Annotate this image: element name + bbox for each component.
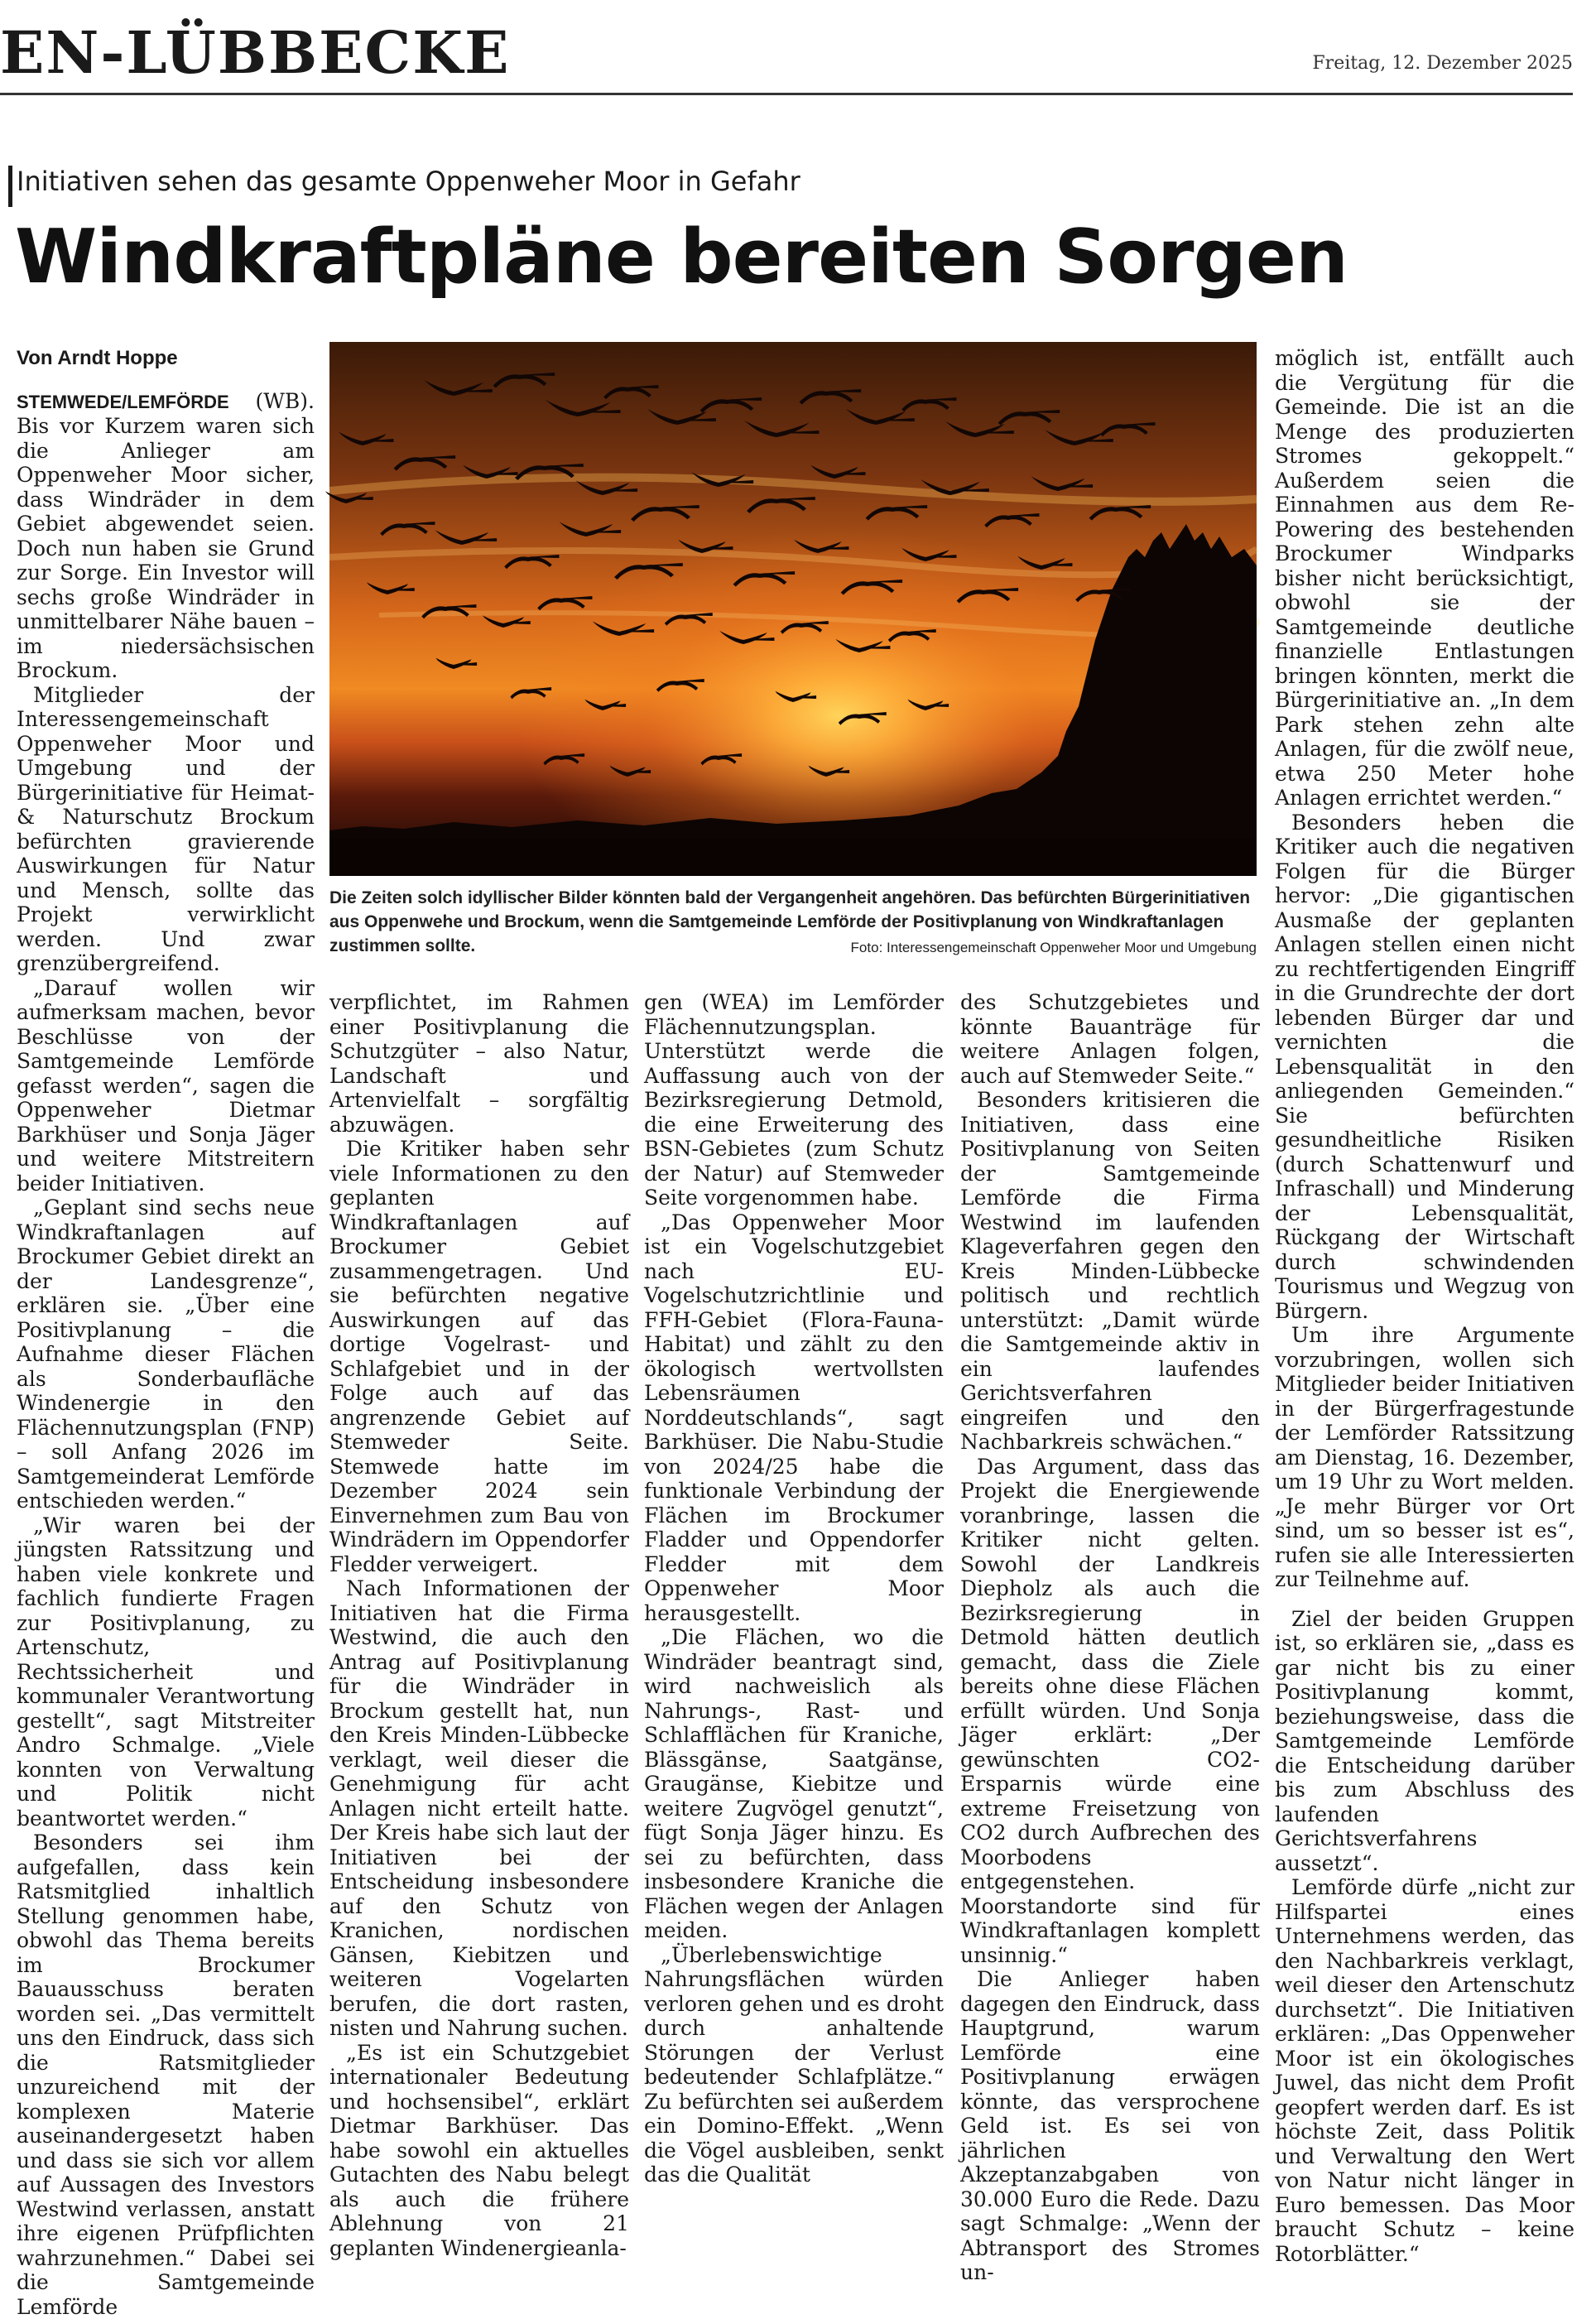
paragraph: Die Kritiker haben sehr viele Informationen zu den geplanten Windkraftanlagen auf Brockumer Gebiet zusammengetragen. Und sie befürchten negative Auswirkungen auf das dortige Vogelrast- und Schlafgebiet und in der Folge auch auf das angrenzende Gebiet auf Stemweder Seite. Stemwede hatte im Dezember 2024 sein Einvernehmen zum Bau von Windrädern im Oppendorfer Fledder verweigert. [329, 1137, 629, 1576]
sunset-cranes-image [329, 342, 1257, 876]
masthead [0, 0, 1596, 96]
paragraph: möglich ist, entfällt auch die Vergütung für die Gemeinde. Die ist an die Menge des produzierten Stromes gekoppelt.“ Außerdem seien die Einnahmen aus dem Re-Powering des bestehenden Brockumer Windparks bisher nicht berücksichtigt, obwohl sie der Samtgemeinde deutliche finanzielle Entlastungen bringen könnten, merkt die Bürgerinitiative an. „In dem Park stehen zehn alte Anlagen, für die zwölf neue, etwa 250 Meter hohe Anlagen errichtet werden.“ [1275, 346, 1574, 810]
caption-text: Die Zeiten solch idyllischer Bilder könnten bald der Vergangenheit angehören. Das befürchten Bürgerinitiativen aus Oppenwehe und Brockum, wenn die Samtgemeinde Lemförde der Positivplanung von Windkraftanlagen zustimmen sollte. [329, 888, 1251, 955]
paragraph: Ziel der beiden Gruppen ist, so erklären sie, „dass es gar nicht bis zu einer Positivplanung kommt, beziehungsweise, dass die Samtgemeinde Lemförde die Entscheidung darüber bis zum Abschluss des laufenden Gerichtsverfahrens aussetzt“. [1275, 1606, 1574, 1875]
article-kicker: Initiativen sehen das gesamte Oppenweher Moor in Gefahr [17, 166, 800, 197]
author-byline: Von Arndt Hoppe [17, 347, 178, 369]
paragraph: Um ihre Argumente vorzubringen, wollen sich Mitglieder beider Initiativen in der Bürgerfragestunde der Lemförder Ratssitzung am Dienstag, 16. Dezember, um 19 Uhr zu Wort melden. „Je mehr Bürger vor Ort sind, um so besser ist es“, rufen sie alle Interessierten zur Teilnehme auf. [1275, 1323, 1574, 1591]
kicker-bar [8, 166, 12, 207]
article-column-3 [644, 990, 944, 2187]
paragraph: „Es ist ein Schutzgebiet internationaler Bedeutung und hochsensibel“, erklärt Dietmar Barkhüser. Das habe sowohl ein aktuelles Gutachten des Nabu belegt als auch die frühere Ablehnung von 21 geplanten Windenergieanla- [329, 2040, 629, 2260]
dateline: STEMWEDE/LEMFÖRDE [17, 391, 229, 412]
paragraph: Besonders sei ihm aufgefallen, dass kein Ratsmitglied inhaltlich Stellung genommen habe, obwohl das Thema bereits im Brockumer Bauausschuss beraten worden sei. „Das vermittelt uns den Eindruck, dass sich die Ratsmitglieder unzureichend mit der komplexen Materie auseinandergesetzt haben und dass sie sich vor allem auf Aussagen des Investors Westwind verlassen, anstatt ihre eigenen Prüfpflichten wahrzunehmen.“ Dabei sei die Samtgemeinde Lemförde [17, 1831, 315, 2319]
issue-date: Freitag, 12. Dezember 2025 [1312, 53, 1573, 74]
newspaper-section-title: EN-LÜBBECKE [0, 18, 511, 87]
paragraph: Besonders kritisieren die Initiativen, dass eine Positivplanung von Seiten der Samtgemeinde Lemförde die Firma Westwind im laufenden Klageverfahren gegen den Kreis Minden-Lübbecke politisch und rechtlich unterstützt: „Damit würde die Samtgemeinde aktiv in ein laufendes Gerichtsverfahren eingreifen und den Nachbarkreis schwächen.“ [960, 1088, 1260, 1454]
paragraph: „Wir waren bei der jüngsten Ratssitzung und haben viele konkrete und fachlich fundierte Fragen zur Positivplanung, zu Artenschutz, Rechtssicherheit und kommunaler Verantwortung gestellt“, sagt Mitstreiter Andro Schmalge. „Viele konnten von Verwaltung und Politik nicht beantwortet werden.“ [17, 1513, 315, 1831]
paragraph: Mitglieder der Interessengemeinschaft Oppenweher Moor und Umgebung und der Bürgerinitiative für Heimat- & Naturschutz Brockum befürchten gravierende Auswirkungen für Natur und Mensch, sollte das Projekt verwirklicht werden. Und zwar grenzübergreifend. [17, 682, 315, 975]
masthead-rule [0, 93, 1573, 95]
paragraph: gen (WEA) im Lemförder Flächennutzungsplan. Unterstützt werde die Auffassung auch von der Bezirksregierung Detmold, die eine Erweiterung des BSN-Gebietes (zum Schutz der Natur) auf Stemweder Seite vorgenommen habe. [644, 990, 944, 1210]
article-column-1 [17, 346, 315, 2319]
paragraph: Nach Informationen der Initiativen hat die Firma Westwind, die auch den Antrag auf Positivplanung für die Windräder in Brockum gestellt hat, nun den Kreis Minden-Lübbecke verklagt, weil dieser die Genehmigung für acht Anlagen nicht erteilt hatte. Der Kreis habe sich laut der Initiativen bei der Entscheidung insbesondere auf den Schutz von Kranichen, nordischen Gänsen, Kiebitzen und weiteren Vogelarten berufen, die dort rasten, nisten und Nahrung suchen. [329, 1576, 629, 2040]
paragraph: Das Argument, dass das Projekt die Energiewende voranbringe, lassen die Kritiker nicht gelten. Sowohl der Landkreis Diepholz als auch die Bezirksregierung in Detmold hätten deutlich gemacht, dass die Ziele bereits ohne diese Flächen erfüllt würden. Und Sonja Jäger erklärt: „Der gewünschten CO2-Ersparnis würde eine extreme Freisetzung von CO2 durch Aufbrechen des Moorbodens entgegenstehen. Moorstandorte sind für Windkraftanlagen komplett unsinnig.“ [960, 1454, 1260, 1967]
paragraph: Besonders heben die Kritiker auch die negativen Folgen für die Bürger hervor: „Die gigantischen Ausmaße der geplanten Anlagen stellen einen nicht zu rechtfertigenden Eingriff in die Grundrechte der dort lebenden Bürger dar und vernichten die Lebensqualität in den anliegenden Gemeinden.“ Sie befürchten gesundheitliche Risiken (durch Schattenwurf und Infraschall) und Minderung der Lebensqualität, Rückgang der Wirtschaft durch schwindenden Tourismus und Wegzug von Bürgern. [1275, 810, 1574, 1323]
paragraph: „Die Flächen, wo die Windräder beantragt sind, wird nachweislich als Nahrungs-, Rast- und Schlafflächen für Kraniche, Blässgänse, Saatgänse, Graugänse, Kiebitze und weitere Zugvögel genutzt“, fügt Sonja Jäger hinzu. Es sei zu befürchten, dass insbesondere Kraniche die Flächen wegen der Anlagen meiden. [644, 1625, 944, 1942]
article-column-2 [329, 990, 629, 2260]
article-column-4 [960, 990, 1260, 2284]
paragraph: „Das Oppenweher Moor ist ein Vogelschutzgebiet nach EU-Vogelschutzrichtlinie und FFH-Gebiet (Flora-Fauna-Habitat) und zählt zu den ökologisch wertvollsten Lebensräumen Norddeutschlands“, sagt Barkhüser. Die Nabu-Studie von 2024/25 habe die funktionale Verbindung der Flächen im Brockumer Fladder und Oppendorfer Fledder mit dem Oppenweher Moor herausgestellt. [644, 1210, 944, 1625]
article-headline: Windkraftpläne bereiten Sorgen [15, 214, 1348, 301]
paragraph: „Darauf wollen wir aufmerksam machen, bevor Beschlüsse von der Samtgemeinde Lemförde gefasst werden“, sagen die Oppenweher Dietmar Barkhüser und Sonja Jäger und weitere Mitstreitern beider Initiativen. [17, 975, 315, 1196]
photo-caption [329, 886, 1257, 960]
paragraph: Lemförde dürfe „nicht zur Hilfspartei eines Unternehmens werden, das den Nachbarkreis verklagt, weil dieser den Artenschutz durchsetzt“. Die Initiativen erklären: „Das Oppenweher Moor ist ein ökologisches Juwel, das nicht dem Profit geopfert werden darf. Es ist höchste Zeit, dass Politik und Verwaltung den Wert von Natur nicht länger in Euro bemessen. Das Moor braucht Schutz – keine Rotorblätter.“ [1275, 1875, 1574, 2266]
paragraph: verpflichtet, im Rahmen einer Positivplanung die Schutzgüter – also Natur, Landschaft und Artenvielfalt – sorgfältig abzuwägen. [329, 990, 629, 1137]
article-column-5 [1275, 346, 1574, 2266]
paragraph: „Überlebenswichtige Nahrungsflächen würden verloren gehen und es droht durch anhaltende Störungen der Verlust bedeutender Schlafplätze.“ Zu befürchten sei außerdem ein Domino-Effekt. „Wenn die Vögel ausbleiben, senkt das die Qualität [644, 1942, 944, 2187]
paragraph: Die Anlieger haben dagegen den Eindruck, dass Hauptgrund, warum Lemförde eine Positivplanung erwägen könnte, das versprochene Geld ist. Es sei von jährlichen Akzeptanzabgaben von 30.000 Euro die Rede. Dazu sagt Schmalge: „Wenn der Abtransport des Stromes un- [960, 1967, 1260, 2284]
lead-text: (WB). Bis vor Kurzem waren sich die Anlieger am Oppenweher Moor sicher, dass Windräder in dem Gebiet abgewendet seien. Doch nun haben sie Grund zur Sorge. Ein Investor will sechs große Windräder in unmittelbarer Nähe bauen – im niedersächsischen Brockum. [17, 388, 315, 682]
paragraph: des Schutzgebietes und könnte Bauanträge für weitere Anlagen folgen, auch auf Stemweder Seite.“ [960, 990, 1260, 1088]
paragraph [17, 389, 315, 683]
paragraph: „Geplant sind sechs neue Windkraftanlagen auf Brockumer Gebiet direkt an der Landesgrenze“, erklären sie. „Über eine Positivplanung – die Aufnahme dieser Flächen als Sonderbaufläche Windenergie in den Flächennutzungsplan (FNP) – soll Anfang 2026 im Samtgemeinderat Lemförde entschieden werden.“ [17, 1196, 315, 1513]
photo-credit: Foto: Interessengemeinschaft Oppenweher Moor und Umgebung [850, 940, 1257, 955]
article-photo [329, 342, 1257, 876]
